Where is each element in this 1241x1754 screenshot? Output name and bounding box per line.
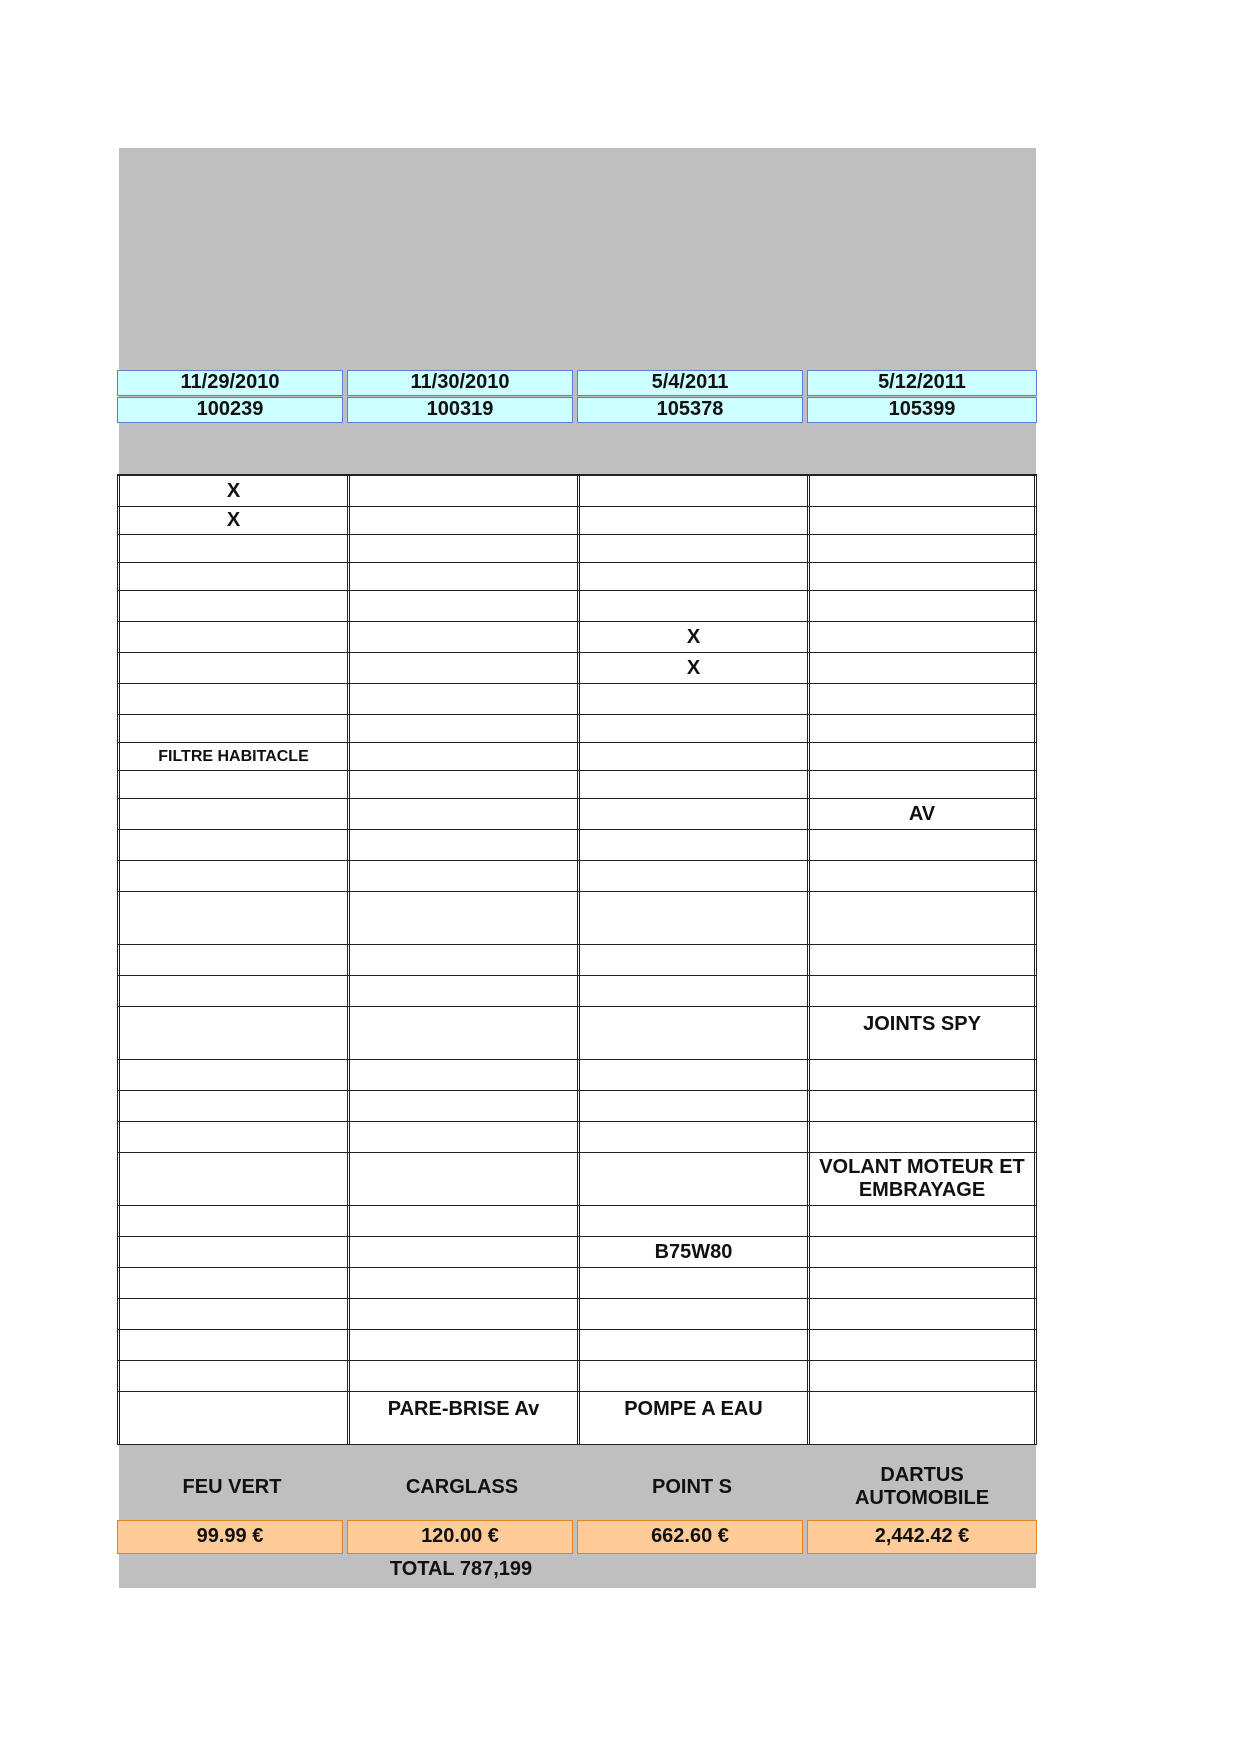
table-cell bbox=[347, 1361, 577, 1391]
invoice-cell: 100319 bbox=[347, 397, 573, 423]
table-cell bbox=[117, 799, 347, 829]
table-row bbox=[117, 1361, 1037, 1392]
invoice-cell: 105399 bbox=[807, 397, 1037, 423]
table-cell bbox=[347, 1206, 577, 1236]
table-cell bbox=[347, 622, 577, 652]
table-cell bbox=[577, 1361, 807, 1391]
table-cell bbox=[117, 1060, 347, 1090]
table-cell: POMPE A EAU bbox=[577, 1392, 807, 1444]
table-cell bbox=[117, 1299, 347, 1329]
table-row bbox=[117, 1392, 1037, 1445]
table-cell bbox=[117, 1122, 347, 1152]
table-cell bbox=[117, 771, 347, 798]
table-cell bbox=[347, 684, 577, 714]
table-row bbox=[117, 1153, 1037, 1206]
table-cell bbox=[347, 1007, 577, 1059]
table-row bbox=[117, 1237, 1037, 1268]
table-cell bbox=[347, 743, 577, 770]
amount-row bbox=[117, 1520, 1037, 1554]
table-cell bbox=[347, 476, 577, 506]
table-row bbox=[117, 799, 1037, 830]
table-cell: X bbox=[577, 653, 807, 683]
table-cell bbox=[347, 861, 577, 891]
table-cell bbox=[807, 743, 1037, 770]
table-cell bbox=[117, 1361, 347, 1391]
table-cell bbox=[577, 771, 807, 798]
table-cell bbox=[807, 1060, 1037, 1090]
amount-cell: 2,442.42 € bbox=[807, 1520, 1037, 1554]
table-cell bbox=[807, 476, 1037, 506]
table-row bbox=[117, 535, 1037, 563]
table-cell bbox=[577, 830, 807, 860]
table-row bbox=[117, 1268, 1037, 1299]
table-cell bbox=[117, 684, 347, 714]
table-cell bbox=[807, 830, 1037, 860]
table-cell bbox=[577, 715, 807, 742]
table-cell bbox=[577, 945, 807, 975]
table-row bbox=[117, 507, 1037, 535]
table-cell bbox=[807, 1299, 1037, 1329]
table-cell bbox=[117, 1007, 347, 1059]
table-cell bbox=[347, 892, 577, 944]
table-cell bbox=[117, 1091, 347, 1121]
table-cell bbox=[347, 1299, 577, 1329]
vendor-name: POINT S bbox=[651, 1475, 732, 1498]
table-cell bbox=[577, 563, 807, 590]
table-cell: JOINTS SPY bbox=[807, 1007, 1037, 1059]
table-row bbox=[117, 622, 1037, 653]
table-cell bbox=[807, 1237, 1037, 1267]
table-cell: X bbox=[577, 622, 807, 652]
date-row bbox=[117, 370, 1037, 396]
table-cell bbox=[117, 591, 347, 621]
table-cell bbox=[807, 1392, 1037, 1444]
table-cell bbox=[117, 1237, 347, 1267]
table-cell: X bbox=[117, 507, 347, 534]
amount-cell: 99.99 € bbox=[117, 1520, 343, 1554]
table-cell bbox=[347, 1330, 577, 1360]
table-cell bbox=[807, 715, 1037, 742]
table-cell bbox=[577, 1268, 807, 1298]
invoice-cell: 105378 bbox=[577, 397, 803, 423]
vendor-name: CARGLASS bbox=[405, 1475, 519, 1498]
table-cell bbox=[117, 892, 347, 944]
table-row bbox=[117, 976, 1037, 1007]
table-cell bbox=[577, 1299, 807, 1329]
table-cell bbox=[577, 1091, 807, 1121]
date-cell: 5/4/2011 bbox=[577, 370, 803, 396]
table-cell bbox=[807, 507, 1037, 534]
table-row bbox=[117, 892, 1037, 945]
table-cell bbox=[347, 976, 577, 1006]
table-cell bbox=[347, 507, 577, 534]
table-cell bbox=[347, 1060, 577, 1090]
table-cell bbox=[347, 653, 577, 683]
date-cell: 11/29/2010 bbox=[117, 370, 343, 396]
table-cell bbox=[347, 945, 577, 975]
table-cell: FILTRE HABITACLE bbox=[117, 743, 347, 770]
date-cell: 5/12/2011 bbox=[807, 370, 1037, 396]
table-cell bbox=[577, 591, 807, 621]
table-cell bbox=[347, 563, 577, 590]
table-cell bbox=[117, 1392, 347, 1444]
invoice-row bbox=[117, 397, 1037, 423]
table-cell bbox=[807, 563, 1037, 590]
table-cell bbox=[117, 1268, 347, 1298]
table-row bbox=[117, 563, 1037, 591]
table-cell bbox=[117, 1206, 347, 1236]
table-cell bbox=[577, 535, 807, 562]
table-cell bbox=[577, 743, 807, 770]
table-cell bbox=[807, 861, 1037, 891]
table-cell bbox=[807, 684, 1037, 714]
table-cell bbox=[807, 1268, 1037, 1298]
table-cell bbox=[807, 622, 1037, 652]
service-grid bbox=[117, 474, 1037, 1445]
table-cell bbox=[117, 1330, 347, 1360]
table-row bbox=[117, 1330, 1037, 1361]
table-cell bbox=[117, 653, 347, 683]
table-cell bbox=[577, 1153, 807, 1205]
table-cell bbox=[347, 830, 577, 860]
table-cell bbox=[577, 1122, 807, 1152]
table-cell bbox=[807, 653, 1037, 683]
table-cell bbox=[117, 830, 347, 860]
table-row bbox=[117, 684, 1037, 715]
table-cell bbox=[347, 799, 577, 829]
table-cell bbox=[807, 1122, 1037, 1152]
table-row bbox=[117, 1007, 1037, 1060]
date-cell: 11/30/2010 bbox=[347, 370, 573, 396]
table-cell bbox=[577, 1007, 807, 1059]
table-row bbox=[117, 653, 1037, 684]
table-cell bbox=[577, 799, 807, 829]
table-cell bbox=[347, 771, 577, 798]
table-cell bbox=[117, 976, 347, 1006]
table-cell bbox=[807, 591, 1037, 621]
invoice-cell: 100239 bbox=[117, 397, 343, 423]
total-label: TOTAL 787,199 bbox=[389, 1558, 533, 1580]
table-cell bbox=[347, 535, 577, 562]
table-cell bbox=[807, 1330, 1037, 1360]
table-cell bbox=[117, 945, 347, 975]
table-cell bbox=[807, 892, 1037, 944]
table-row bbox=[117, 591, 1037, 622]
table-cell bbox=[577, 684, 807, 714]
table-cell bbox=[117, 861, 347, 891]
table-row bbox=[117, 743, 1037, 771]
table-cell bbox=[347, 591, 577, 621]
table-row bbox=[117, 830, 1037, 861]
table-row bbox=[117, 1091, 1037, 1122]
table-cell bbox=[117, 535, 347, 562]
table-cell: PARE-BRISE Av bbox=[347, 1392, 577, 1444]
table-row bbox=[117, 476, 1037, 507]
table-cell bbox=[347, 1122, 577, 1152]
amount-cell: 120.00 € bbox=[347, 1520, 573, 1554]
table-row bbox=[117, 945, 1037, 976]
amount-cell: 662.60 € bbox=[577, 1520, 803, 1554]
table-cell bbox=[347, 715, 577, 742]
table-row bbox=[117, 715, 1037, 743]
table-cell: B75W80 bbox=[577, 1237, 807, 1267]
vendor-name: DARTUS AUTOMOBILE bbox=[854, 1464, 990, 1509]
table-row bbox=[117, 861, 1037, 892]
table-row bbox=[117, 771, 1037, 799]
table-cell bbox=[347, 1091, 577, 1121]
table-cell bbox=[807, 976, 1037, 1006]
table-cell bbox=[577, 892, 807, 944]
vendor-row bbox=[117, 1460, 1037, 1514]
table-cell bbox=[807, 1091, 1037, 1121]
table-cell bbox=[347, 1237, 577, 1267]
table-cell bbox=[577, 976, 807, 1006]
table-cell bbox=[117, 563, 347, 590]
table-cell bbox=[577, 476, 807, 506]
table-row bbox=[117, 1122, 1037, 1153]
table-cell: AV bbox=[807, 799, 1037, 829]
table-cell bbox=[117, 715, 347, 742]
table-cell bbox=[807, 1206, 1037, 1236]
table-cell bbox=[807, 945, 1037, 975]
table-cell: X bbox=[117, 476, 347, 506]
table-cell bbox=[577, 861, 807, 891]
table-cell bbox=[347, 1268, 577, 1298]
table-row bbox=[117, 1206, 1037, 1237]
table-cell: VOLANT MOTEUR ET EMBRAYAGE bbox=[807, 1153, 1037, 1205]
table-cell bbox=[577, 1330, 807, 1360]
table-row bbox=[117, 1060, 1037, 1091]
table-cell bbox=[807, 1361, 1037, 1391]
table-cell bbox=[577, 1060, 807, 1090]
table-cell bbox=[807, 771, 1037, 798]
table-cell bbox=[117, 1153, 347, 1205]
table-cell bbox=[577, 507, 807, 534]
table-cell bbox=[347, 1153, 577, 1205]
table-cell bbox=[577, 1206, 807, 1236]
vendor-name: FEU VERT bbox=[182, 1475, 282, 1498]
table-row bbox=[117, 1299, 1037, 1330]
table-cell bbox=[807, 535, 1037, 562]
table-cell bbox=[117, 622, 347, 652]
